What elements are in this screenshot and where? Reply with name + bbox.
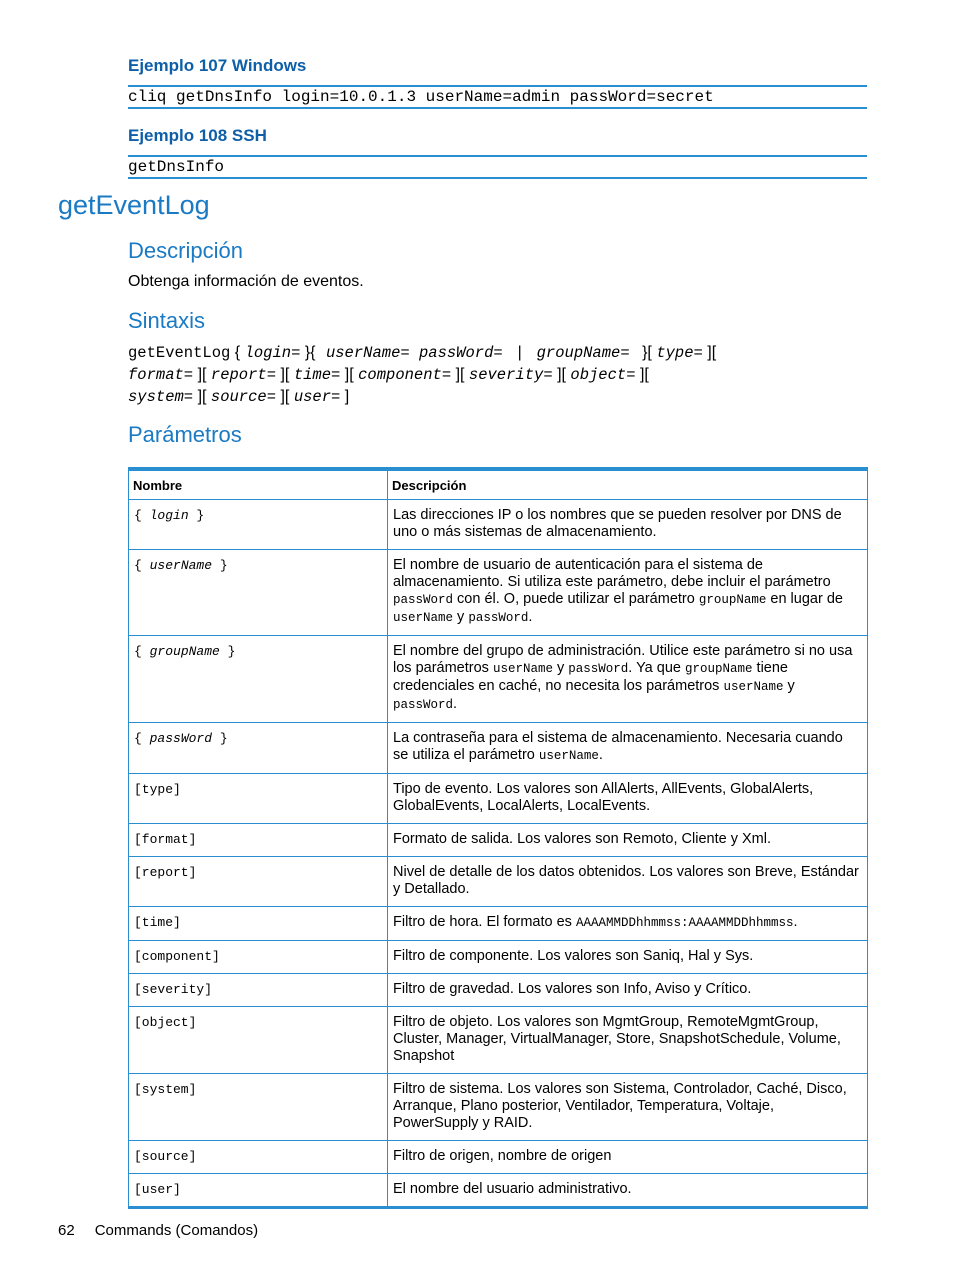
descripcion-heading: Descripción — [128, 238, 243, 263]
table-row — [129, 723, 868, 774]
table-row — [129, 774, 868, 824]
table-row — [129, 1141, 868, 1174]
param-name: [time] — [129, 907, 388, 941]
table-row — [129, 500, 868, 550]
table-row — [129, 1074, 868, 1141]
param-name: [object] — [129, 1007, 388, 1074]
table-row — [129, 824, 868, 857]
param-name: [user] — [129, 1174, 388, 1208]
param-description: Filtro de hora. El formato es AAAAMMDDhhmmss:AAAAMMDDhhmmss. — [388, 907, 868, 941]
example-107-code: cliq getDnsInfo login=10.0.1.3 userName=admin passWord=secret — [128, 85, 867, 109]
table-row — [129, 974, 868, 1007]
syntax-line-3: system= ][ source= ][ user= ] — [128, 388, 350, 406]
syntax-block — [128, 342, 868, 408]
param-name: { userName } — [129, 550, 388, 636]
table-row — [129, 550, 868, 636]
param-description: Tipo de evento. Los valores son AllAlerts, AllEvents, GlobalAlerts, GlobalEvents, LocalAlerts, LocalEvents. — [388, 774, 868, 824]
table-row — [129, 1174, 868, 1208]
column-header-nombre: Nombre — [129, 469, 388, 500]
table-row — [129, 1007, 868, 1074]
param-description: Las direcciones IP o los nombres que se pueden resolver por DNS de uno o más sistemas de almacenamiento. — [388, 500, 868, 550]
param-name: [source] — [129, 1141, 388, 1174]
param-name: { login } — [129, 500, 388, 550]
param-name: [format] — [129, 824, 388, 857]
table-row — [129, 907, 868, 941]
sintaxis-heading: Sintaxis — [128, 308, 206, 333]
page-number: 62 — [58, 1222, 75, 1239]
param-description: Filtro de sistema. Los valores son Sistema, Controlador, Caché, Disco, Arranque, Plano posterior, Ventilador, Temperatura, Voltaje, PowerSupply y RAID. — [388, 1074, 868, 1141]
parameters-table — [128, 467, 868, 1209]
param-name: [component] — [129, 941, 388, 974]
table-row — [129, 857, 868, 907]
param-name: [severity] — [129, 974, 388, 1007]
table-header-row — [129, 469, 868, 500]
table-row — [129, 941, 868, 974]
footer-section: Commands (Comandos) — [94, 1222, 259, 1239]
param-description: Nivel de detalle de los datos obtenidos. Los valores son Breve, Estándar y Detallado. — [388, 857, 868, 907]
param-name: [report] — [129, 857, 388, 907]
param-name: [type] — [129, 774, 388, 824]
param-name: { groupName } — [129, 636, 388, 723]
syntax-line-2: format= ][ report= ][ time= ][ component= ][ severity= ][ object= ][ — [128, 366, 649, 384]
param-description: El nombre del grupo de administración. Utilice este parámetro si no usa los parámetros userName y passWord. Ya que groupName tiene credenciales en caché, no necesita los parámetros userName y passWord. — [388, 636, 868, 723]
syntax-line-1: getEventLog { login= }{ userName= passWord= | groupName= }[ type= ][ — [128, 344, 721, 362]
table-row — [129, 636, 868, 723]
param-description: Filtro de gravedad. Los valores son Info, Aviso y Crítico. — [388, 974, 868, 1007]
param-description: Filtro de objeto. Los valores son MgmtGroup, RemoteMgmtGroup, Cluster, Manager, VirtualManager, Store, SnapshotSchedule, Volume, Snapshot — [388, 1007, 868, 1074]
page-footer — [58, 1222, 258, 1239]
param-description: La contraseña para el sistema de almacenamiento. Necesaria cuando se utiliza el parámetro userName. — [388, 723, 868, 774]
example-108-code: getDnsInfo — [128, 155, 867, 179]
param-description: El nombre del usuario administrativo. — [388, 1174, 868, 1208]
example-107-title: Ejemplo 107 Windows — [128, 56, 307, 75]
param-description: Filtro de origen, nombre de origen — [388, 1141, 868, 1174]
example-108-title: Ejemplo 108 SSH — [128, 126, 267, 145]
param-name: [system] — [129, 1074, 388, 1141]
descripcion-text: Obtenga información de eventos. — [128, 273, 364, 290]
parametros-heading: Parámetros — [128, 422, 242, 447]
column-header-descripcion: Descripción — [388, 469, 868, 500]
param-name: { passWord } — [129, 723, 388, 774]
param-description: Filtro de componente. Los valores son Saniq, Hal y Sys. — [388, 941, 868, 974]
param-description: Formato de salida. Los valores son Remoto, Cliente y Xml. — [388, 824, 868, 857]
param-description: El nombre de usuario de autenticación para el sistema de almacenamiento. Si utiliza este parámetro, debe incluir el parámetro passWord con él. O, puede utilizar el parámetro groupName en lugar de userName y passWord. — [388, 550, 868, 636]
page-title: getEventLog — [58, 190, 210, 220]
